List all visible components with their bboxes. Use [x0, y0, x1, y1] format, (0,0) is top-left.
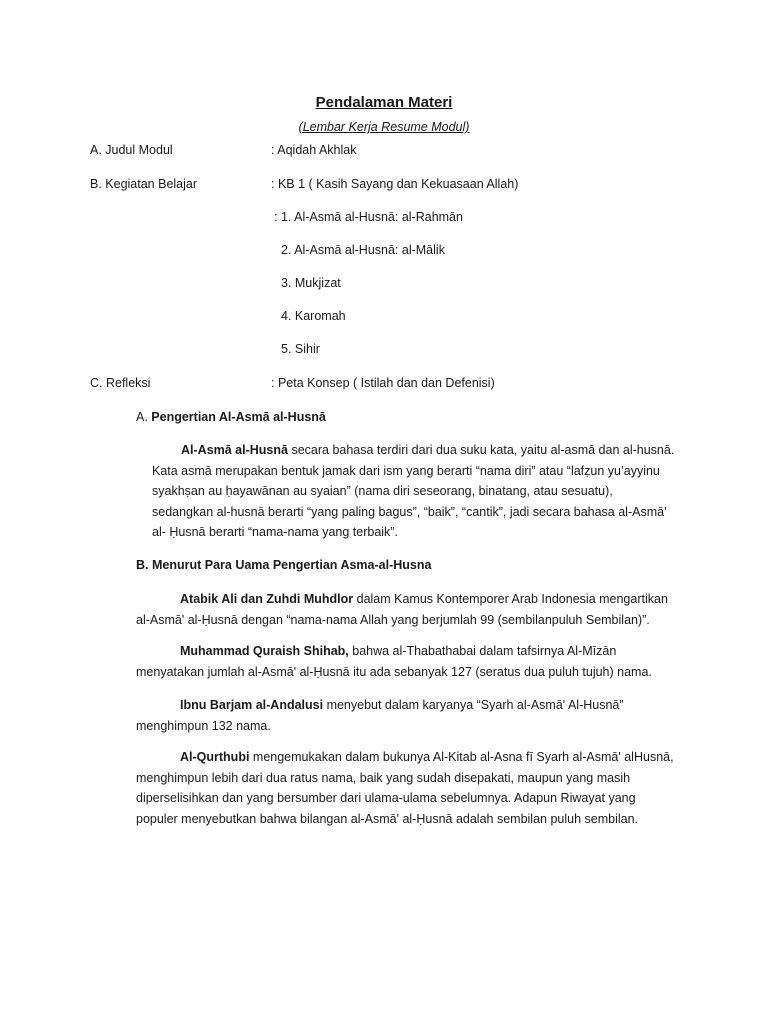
- section-b-text-3: menyebut dalam karyanya “Syarh al-Asmā' Al-Husnā” menghimpun 132 nama.: [136, 698, 624, 733]
- section-a-paragraph: [152, 440, 677, 543]
- section-b-paragraph-3: [136, 695, 676, 736]
- section-a-heading: [136, 410, 326, 424]
- topic-item-2: 2. Al-Asmā al-Husnā: al-Mālik: [281, 243, 445, 257]
- section-b-bold-4: Al-Qurthubi: [180, 750, 250, 764]
- section-a-bold-lead: Al-Asmā al-Husnā: [181, 443, 288, 457]
- section-b-bold-2: Muhammad Quraish Shihab,: [180, 644, 349, 658]
- section-b-text-2: bahwa al-Thabathabai dalam tafsirnya Al-Mīzān menyatakan jumlah al-Asmā' al-Ḥusnā itu ada sebanyak 127 (seratus dua puluh tujuh) nama.: [136, 644, 652, 679]
- page-title: Pendalaman Materi: [315, 94, 453, 111]
- page-subtitle: (Lembar Kerja Resume Modul): [298, 120, 470, 134]
- topic-item-5: 5. Sihir: [281, 342, 320, 356]
- section-b-paragraph-2: [136, 641, 676, 682]
- section-b-paragraph-4: [136, 747, 676, 829]
- section-b-bold-3: Ibnu Barjam al-Andalusi: [180, 698, 324, 712]
- topic-item-1: : 1. Al-Asmā al-Husnā: al-Rahmān: [274, 210, 463, 224]
- section-a-prefix: A.: [136, 410, 152, 424]
- section-b-heading: B. Menurut Para Uama Pengertian Asma-al-Husna: [136, 558, 432, 572]
- kegiatan-belajar-value: : KB 1 ( Kasih Sayang dan Kekuasaan Allah): [271, 177, 519, 191]
- refleksi-label: C. Refleksi: [90, 376, 151, 390]
- section-b-text-1: dalam Kamus Kontemporer Arab Indonesia mengartikan al-Asmā' al-Ḥusnā dengan “nama-nama Allah yang berjumlah 99 (sembilanpuluh Sembilan)”.: [136, 592, 668, 627]
- section-a-text: secara bahasa terdiri dari dua suku kata, yaitu al-asmā dan al-husnā. Kata asmā merupakan bentuk jamak dari ism yang berarti “nama diri” atau “lafẓun yu’ayyinu syakhṣan au ḥayawānan au syaian” (nama diri seseorang, binatang, atau sesuatu), sedangkan al-husnā berarti “yang paling bagus”, “baik”, “cantik”, jadi secara bahasa al-Asmā' al- Ḥusnā berarti “nama-nama yang terbaik”.: [152, 443, 675, 539]
- topic-item-4: 4. Karomah: [281, 309, 346, 323]
- section-b-paragraph-1: [136, 589, 676, 630]
- kegiatan-belajar-label: B. Kegiatan Belajar: [90, 177, 198, 191]
- judul-modul-label: A. Judul Modul: [90, 143, 173, 157]
- topic-item-3: 3. Mukjizat: [281, 276, 341, 290]
- section-b-bold-1: Atabik Ali dan Zuhdi Muhdlor: [180, 592, 354, 606]
- section-b-text-4: mengemukakan dalam bukunya Al-Kitab al-Asna fī Syarh al-Asmā' alHusnā, menghimpun lebih dari dua ratus nama, baik yang sudah disepakati, maupun yang masih diperselisihkan dan yang bersumber dari ulama-ulama sebelumnya. Adapun Riwayat yang populer menyebutkan bahwa bilangan al-Asmā' al-Ḥusnā adalah sembilan puluh sembilan.: [136, 750, 674, 826]
- section-a-heading-text: Pengertian Al-Asmā al-Husnā: [151, 410, 326, 424]
- refleksi-value: : Peta Konsep ( Istilah dan dan Defenisi): [271, 376, 495, 390]
- judul-modul-value: : Aqidah Akhlak: [271, 143, 357, 157]
